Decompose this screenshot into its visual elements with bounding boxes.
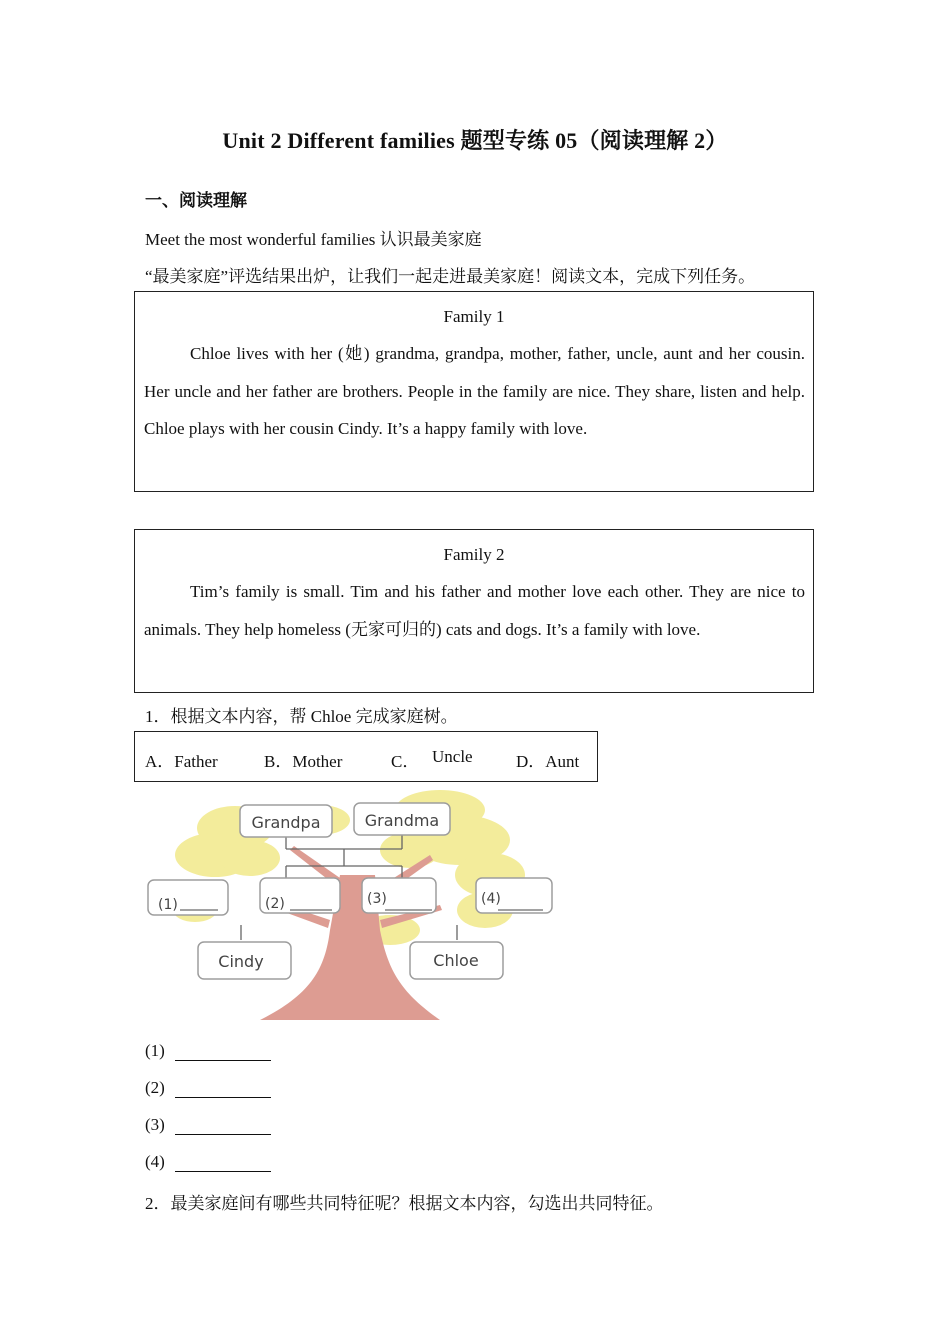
page-title: Unit 2 Different families 题型专练 05（阅读理解 2） <box>222 128 728 153</box>
answer-line-1[interactable] <box>145 1041 271 1061</box>
option-c-word: Uncle <box>432 747 473 766</box>
options-box <box>134 731 598 782</box>
family-tree <box>140 780 570 1025</box>
slot-2-label: (2) <box>265 896 285 912</box>
cindy-label: Cindy <box>218 952 264 971</box>
family1-text: Chloe lives with her (她) grandma, grandpa, mother, father, uncle, aunt and her cousin. Her uncle and her father are brothers. People in the family are nice. They share, listen and help. Chloe plays with her cousin Cindy. It’s a happy family with love. <box>144 344 805 438</box>
answer-line-3[interactable] <box>145 1115 271 1135</box>
intro-line-1: Meet the most wonderful families 认识最美家庭 <box>145 230 482 249</box>
answer-line-2[interactable] <box>145 1078 271 1098</box>
option-c-letter: C． <box>391 752 420 771</box>
family2-text: Tim’s family is small. Tim and his father and mother love each other. They are nice to animals. They help homeless (无家可归的) cats and dogs. It’s a family with love. <box>144 582 805 639</box>
family1-box <box>134 291 814 492</box>
answer-line-4[interactable] <box>145 1152 271 1172</box>
answer-4-blank[interactable] <box>175 1154 271 1172</box>
section-heading: 一、阅读理解 <box>145 191 247 210</box>
grandma-label: Grandma <box>364 811 440 830</box>
option-d: D．Aunt <box>516 752 580 771</box>
family1-heading: Family 1 <box>443 307 505 326</box>
question-1: 1．根据文本内容，帮 Chloe 完成家庭树。 <box>145 707 458 726</box>
slot-1-label: (1) <box>158 897 178 913</box>
answer-3-label: (3) <box>145 1115 165 1134</box>
grandpa-label: Grandpa <box>251 813 321 832</box>
answer-4-label: (4) <box>145 1152 165 1171</box>
slot-3-label: (3) <box>367 891 387 907</box>
answer-1-blank[interactable] <box>175 1043 271 1061</box>
answer-3-blank[interactable] <box>175 1117 271 1135</box>
option-a: A．Father <box>145 752 218 771</box>
question-2: 2．最美家庭间有哪些共同特征呢？根据文本内容，勾选出共同特征。 <box>145 1194 664 1213</box>
intro-line-2: “最美家庭”评选结果出炉，让我们一起走进最美家庭！阅读文本，完成下列任务。 <box>145 267 756 286</box>
family2-heading: Family 2 <box>443 545 505 564</box>
family2-box <box>134 529 814 693</box>
answer-2-label: (2) <box>145 1078 165 1097</box>
option-b: B．Mother <box>264 752 343 771</box>
answer-2-blank[interactable] <box>175 1080 271 1098</box>
slot-4-label: (4) <box>481 891 501 907</box>
chloe-label: Chloe <box>433 951 479 970</box>
answer-1-label: (1) <box>145 1041 165 1060</box>
